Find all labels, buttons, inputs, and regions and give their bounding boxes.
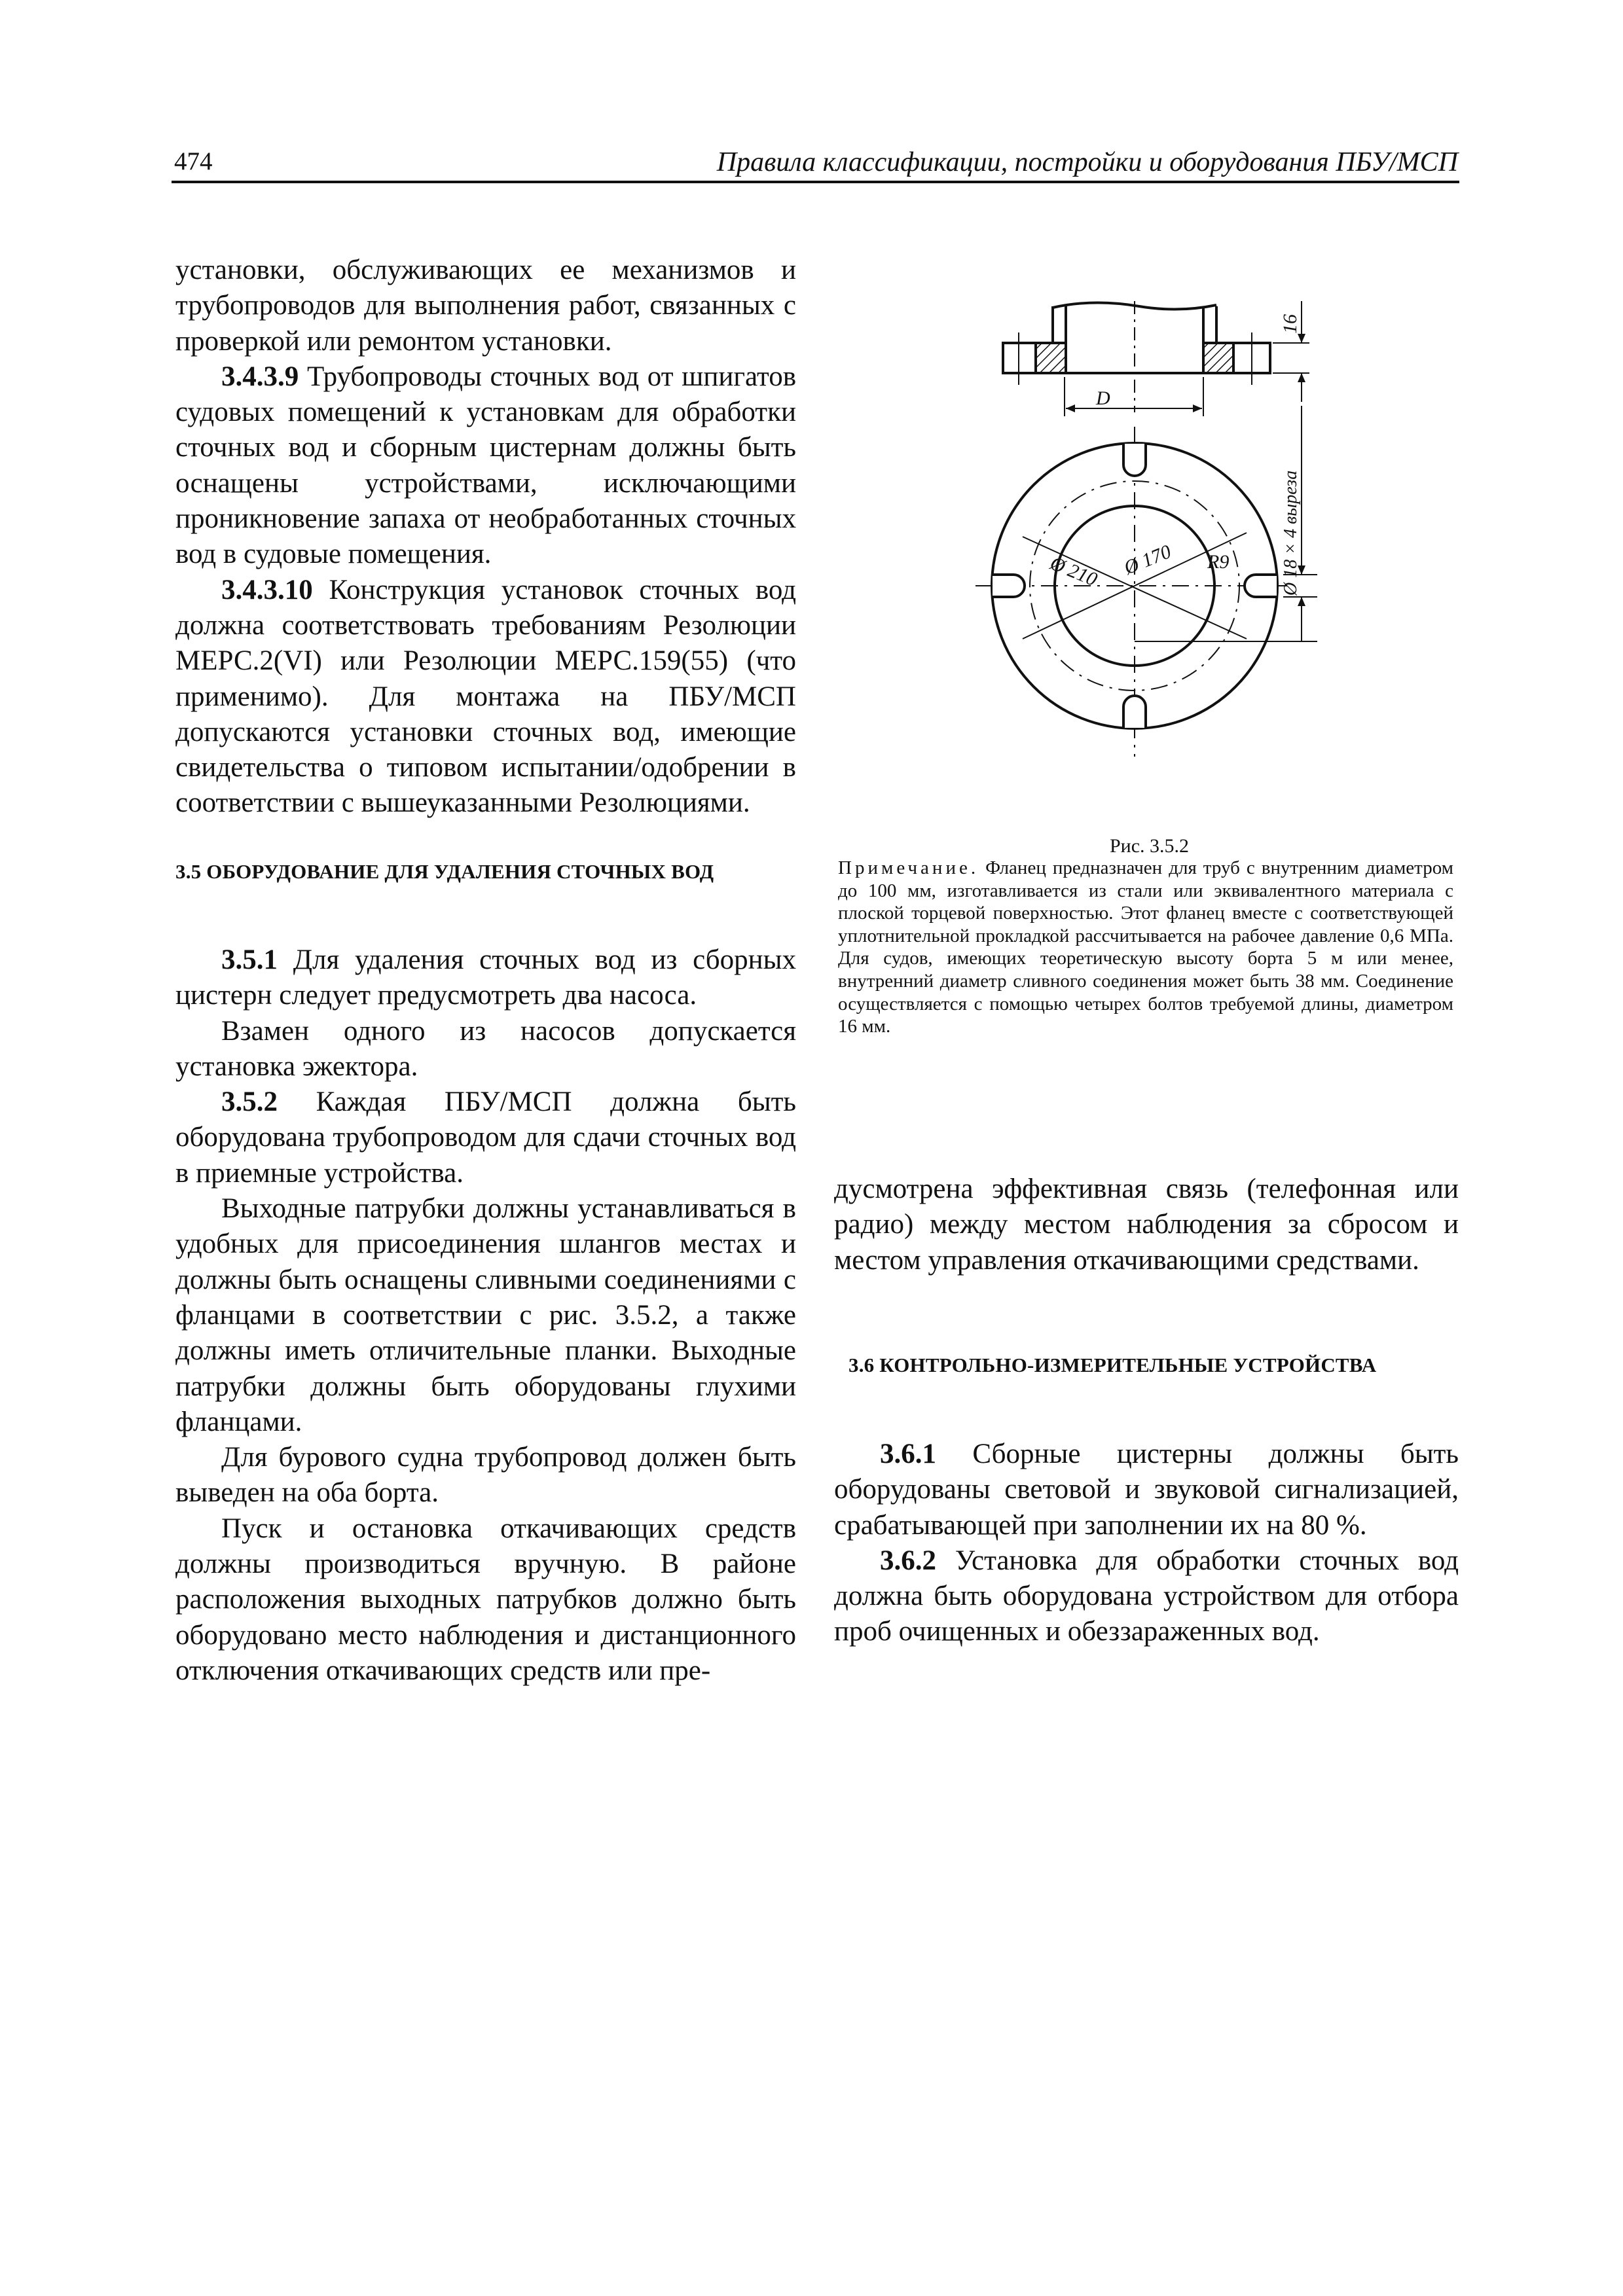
clause-number: 3.6.1	[880, 1439, 936, 1469]
dim-label-170: Ø 170	[1121, 541, 1175, 579]
right-column-continuation	[834, 1172, 1459, 1278]
dim-label-slots: Ø 18 × 4 выреза	[1281, 470, 1301, 596]
running-title: Правила классификации, постройки и оборудования ПБУ/МСП	[716, 147, 1458, 177]
paragraph: Для бурового судна трубопровод должен быть выведен на оба борта.	[175, 1442, 796, 1509]
paragraph-continuation: установки, обслуживающих ее механизмов и трубопроводов для выполнения работ, связанных с проверкой или ремонтом установки.	[175, 255, 796, 357]
flange-drawing	[943, 275, 1349, 792]
clause-number: 3.5.1	[221, 944, 278, 975]
paragraph: Пуск и остановка откачивающих средств должны производиться вручную. В районе расположения выходных патрубков должно быть оборудовано место наблюдения и дистанционного отключения откачивающих средств или пре-	[175, 1513, 796, 1686]
dim-label-16: 16	[1279, 314, 1301, 334]
paragraph-text: Сборные цистерны должны быть оборудованы световой и звуковой сигнализацией, срабатывающей при заполнении их на 80 %.	[834, 1439, 1459, 1541]
page-number: 474	[174, 147, 213, 175]
paragraph-3-4-3-10	[175, 573, 796, 821]
clause-number: 3.4.3.10	[221, 574, 313, 605]
clause-number: 3.4.3.9	[221, 361, 299, 392]
clause-number: 3.6.2	[880, 1545, 936, 1576]
note-text: Фланец предназначен для труб с внутренним диаметром до 100 мм, изготавливается из стали или эквивалентного материала с плоской торцевой поверхностью. Этот фланец вместе с соответствующей уплотнительной прокладкой рассчитывается на рабочее давление 0,6 МПа. Для судов, имеющих теоретическую высоту борта 5 м или менее, внутренний диаметр сливного соединения может быть 38 мм. Соединение осуществляется с помощью четырех болтов требуемой длины, диаметром 16 мм.	[838, 857, 1453, 1037]
paragraph-3-5-2	[175, 1085, 796, 1191]
paragraph-continuation: дусмотрена эффективная связь (телефонная или радио) между местом наблюдения за сбросом и местом управления откачивающими средствами.	[834, 1174, 1459, 1276]
paragraph-3-6-1	[834, 1437, 1459, 1543]
left-column-top	[175, 253, 796, 821]
section-heading-3-6: 3.6 КОНТРОЛЬНО-ИЗМЕРИТЕЛЬНЫЕ УСТРОЙСТВА	[848, 1354, 1377, 1376]
paragraph-text: Установка для обработки сточных вод должна быть оборудована устройством для отбора проб очищенных и обеззараженных вод.	[834, 1545, 1459, 1647]
dim-label-210: Ø 210	[1047, 552, 1101, 591]
clause-number: 3.5.2	[221, 1086, 278, 1118]
flange-side-view	[1003, 301, 1309, 416]
paragraph-3-4-3-9	[175, 359, 796, 573]
left-column-bottom	[175, 942, 796, 1689]
paragraph-text: Трубопроводы сточных вод от шпигатов судовых помещений к установкам для обработки сточных вод и сборным цистернам должны быть оснащены устройствами, исключающими проникновение запаха от необработанных сточных вод в судовые помещения.	[175, 361, 796, 570]
figure-caption: Рис. 3.5.2	[1110, 835, 1190, 857]
header-rule	[172, 181, 1459, 183]
paragraph-3-5-1	[175, 942, 796, 1014]
paragraph-text: Для удаления сточных вод из сборных цистерн следует предусмотреть два насоса.	[175, 944, 796, 1011]
paragraph-3-6-2	[834, 1543, 1459, 1650]
dim-label-d: D	[1096, 387, 1110, 409]
paragraph: Взамен одного из насосов допускается установка эжектора.	[175, 1015, 796, 1082]
paragraph: Выходные патрубки должны устанавливаться в удобных для присоединения шлангов местах и должны быть оснащены сливными соединениями с фланцами в соответствии с рис. 3.5.2, а также должны иметь отличительные планки. Выходные патрубки должны быть оборудованы глухими фланцами.	[175, 1193, 796, 1437]
figure-note	[838, 857, 1453, 1038]
note-lead: Примечание.	[838, 857, 979, 878]
paragraph-text: Конструкция установок сточных вод должна соответствовать требованиям Резолюции МЕРС.2(VI) или Резолюции МЕРС.159(55) (что применимо). Для монтажа на ПБУ/МСП допускаются установки сточных вод, имеющие свидетельства о типовом испытании/одобрении в соответствии с вышеуказанными Резолюциями.	[175, 574, 796, 819]
paragraph-text: Каждая ПБУ/МСП должна быть оборудована трубопроводом для сдачи сточных вод в приемные устройства.	[175, 1086, 796, 1189]
right-column-bottom	[834, 1437, 1459, 1650]
dim-label-r9: R9	[1207, 551, 1230, 573]
section-heading-3-5: 3.5 ОБОРУДОВАНИЕ ДЛЯ УДАЛЕНИЯ СТОЧНЫХ ВОД	[175, 860, 714, 883]
